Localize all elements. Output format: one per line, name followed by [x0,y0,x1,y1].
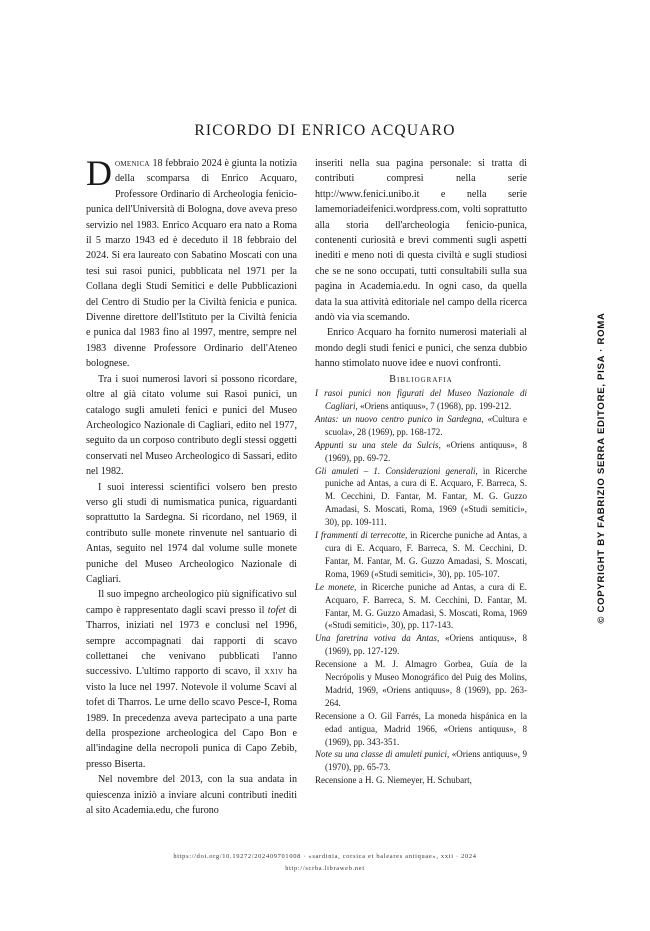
copyright-text: © COPYRIGHT BY FABRIZIO SERRA EDITORE, PISA · ROMA [596,312,607,624]
entry-details: , «Oriens antiquus», 8 (1969), pp. 127-129. [325,633,528,657]
entry-details: , in Ricerche puniche ad Antas, a cura di E. Acquaro, F. Barreca, S. M. Cecchini, D. Fantar, M. Fantar, M. G. Guzzo Amadasi, S. Moscati, Roma, 1969 («Studi semitici», 30), pp. 105-107. [325,530,527,579]
entry-details: Recensione a M. J. Almagro Gorbea, Guía de la Necrópolis y Museo Monográfico del Puig des Molins, Madrid, 1969, «Oriens antiquus», 8 (1969), pp. 263-264. [315,659,527,708]
bibliography-entry [315,632,527,658]
paragraph-3: I suoi interessi scientifici volsero ben presto verso gli studi di numismatica punica, riguardanti soprattutto la Sardegna. Si ricordano, nel 1969, il contributo sulle monete rinvenute nel santuario di Antas, seguito nel 1974 dal volume sulle monete puniche del Museo Archeologico Nazionale di Cagliari. [86,481,297,585]
paragraph-7: Enrico Acquaro ha fornito numerosi materiali al mondo degli studi fenici e punici, che senza dubbio hanno stimolato nuove idee e nuovi confronti. [315,327,527,370]
entry-title: Gli amuleti – 1. Considerazioni generali [315,465,476,476]
paragraph-4 [86,587,297,772]
bibliography-entry [315,774,527,787]
entry-details: Recensione a H. G. Niemeyer, H. Schubart, [315,775,472,786]
entry-details: , «Oriens antiquus», 7 (1968), pp. 199-212. [355,401,512,411]
paragraph-4-text-a: Il suo impegno archeologico più significativo sul campo è rappresentato dagli scavi presso il [86,589,297,616]
opening-word: omenica [115,158,150,169]
bibliography-entry [315,465,527,530]
entry-title: I rasoi punici non figurati del Museo Nazionale di Cagliari [315,388,527,411]
bibliography-entry [315,748,527,774]
footer-url: http://scrba.libraweb.net [285,865,365,872]
entry-details: , «Oriens antiquus», 8 (1969), pp. 69-72. [325,439,527,463]
bibliography-entry [315,581,527,633]
right-column [315,156,527,787]
entry-details: , «Cultura e scuola», 28 (1969), pp. 168-172. [325,413,527,437]
paragraph-4-text-c: ha visto la luce nel 1997. Notevole il volume Scavi al tofet di Tharros. Le urne dello scavo Pesce-I, Roma 1989. In precedenza aveva partecipato a una parte della prospezione archeologica del Capo Bon e all'indagine della necropoli punica di Capo Zebib, presso Biserta. [86,666,297,770]
bibliography-entry [315,710,527,749]
article-title: RICORDO DI ENRICO ACQUARO [194,122,456,139]
entry-title: Antas: un nuovo centro punico in Sardegna [315,413,482,424]
footer-doi: https://doi.org/10.19272/202409701008 · «sardinia, corsica et baleares antiquae», xxii · 2024 [173,853,477,860]
bibliography-entry [315,439,527,465]
entry-details: , «Oriens antiquus», 9 (1970), pp. 65-73. [325,749,527,773]
entry-title: Appunti su una stele da Sulcis [315,439,439,450]
bibliography-heading: Bibliografia [389,373,453,385]
bibliography-entry [315,387,527,413]
entry-title: I frammenti di terrecotte [315,530,406,541]
paragraph-2: Tra i suoi numerosi lavori si possono ricordare, oltre al già citato volume sui Rasoi punici, un catalogo sugli amuleti fenici e punici del Museo Archeologico Nazionale di Cagliari, edito nel 1977, seguito da un corposo contributo degli stessi oggetti conservati nel Museo Archeologico di Sassari, edito nel 1982. [86,373,297,478]
entry-details: , in Ricerche puniche ad Antas, a cura di E. Acquaro, F. Barreca, S. M. Cecchini, D. Fantar, M. Fantar, M. G. Guzzo Amadasi, S. Moscati, Roma, 1969 («Studi semitici», 30), pp. 117-143. [325,581,527,631]
entry-title: Note su una classe di amuleti punici [315,749,447,760]
bibliography-entry [315,658,527,710]
entry-title: Le monete [315,581,355,592]
paragraph-1 [86,153,297,372]
paragraph-1-text: 18 febbraio 2024 è giunta la notizia della scomparsa di Enrico Acquaro, Professore Ordinario di Archeologia fenicio-punica dell'Università di Bologna, dove aveva preso servizio nel 1983. Enrico Acquaro era nato a Roma il 5 marzo 1943 ed è deceduto il 18 febbraio del 2024. Si era laureato con Sabatino Moscati con una tesi sui rasoi punici, pubblicata nel 1971 per la Collana degli Studi Semitici e delle Pubblicazioni del Centro di Studio per la Civiltà fenicia e punica. Divenne direttore dell'Istituto per la Civiltà fenicia e punica dal 1983 fino al 1997, mentre, sempre nel 1983 divenne Professore Ordinario dell'Ateneo bolognese. [86,158,297,370]
bibliography-entry [315,413,527,439]
entry-title: Una faretrina votiva da Antas [315,633,437,644]
entry-details: Recensione a O. Gil Farrés, La moneda hispánica en la edad antigua, Madrid 1966, «Oriens antiquus», 8 (1969), pp. 343-351. [315,710,527,747]
entry-details: , in Ricerche puniche ad Antas, a cura di E. Acquaro, F. Barreca, S. M. Cecchini, D. Fantar, M. Fantar, M. G. Guzzo Amadasi, S. Moscati, Roma, 1969 («Studi semitici», 30), pp. 109-111. [325,465,528,528]
paragraph-6: inseriti nella sua pagina personale: si tratta di contributi compresi nella serie http://www.fenici.unibo.it e nella serie lamemoriadeifenici.wordpress.com, volti soprattutto alla storia dell'archeologia fenicio-punica, contenenti curiosità e brevi commenti sugli aspetti inediti e meno noti di questa civiltà e sugli studiosi che se ne sono occupati, tutti consultabili sulla sua pagina in Academia.edu. In ogni caso, da quella data la sua attività editoriale nel campo della ricerca andò via via scemando. [315,158,527,324]
drop-cap: D [86,153,112,193]
left-column [86,153,297,818]
paragraph-4-numeral: xxiv [264,666,284,678]
paragraph-4-italic: tofet [267,604,286,616]
paragraph-5: Nel novembre del 2013, con la sua andata in quiescenza iniziò a inviare alcuni contributi inediti al sito Academia.edu, che furono [86,774,297,817]
bibliography-entry [315,529,527,581]
bibliography-list [315,387,527,787]
paragraph-4-text-b: di Tharros, iniziati nel 1973 e conclusi nel 1996, sempre accompagnati dai rapporti di scavo collettanei che venivano pubblicati l'anno successivo. L'ultimo rapporto di scavo, il [86,604,297,678]
